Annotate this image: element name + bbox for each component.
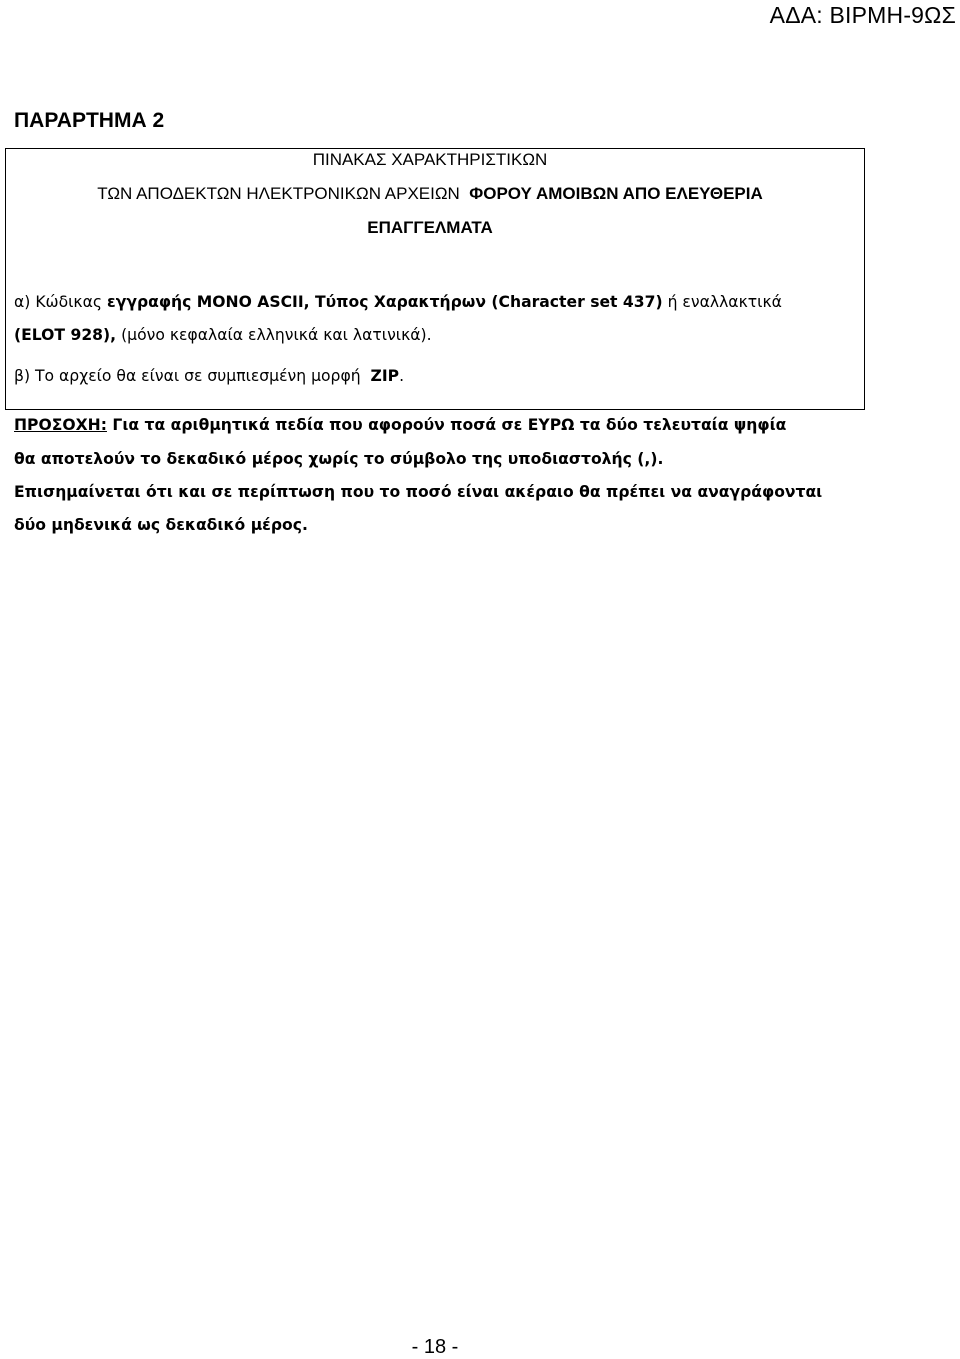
spec-a-suffix: ή εναλλακτικά (667, 293, 782, 311)
warning-label: ΠΡΟΣΟΧΗ: (14, 416, 107, 434)
spec-a-bold: εγγραφής ΜΟΝΟ ASCII, Τύπος Χαρακτήρων (Character set 437) (107, 293, 663, 311)
spec-b-prefix: β) Το αρχείο θα είναι σε συμπιεσμένη μορφή (14, 367, 361, 385)
warning-line-4: δύο μηδενικά ως δεκαδικό μέρος. (14, 516, 308, 534)
spec-b-suffix: . (399, 367, 405, 385)
annex-title: ΠΑΡΑΡΤΗΜΑ 2 (14, 109, 165, 132)
spec-a-line-2 (14, 326, 432, 344)
spec-b-bold: ZIP (370, 367, 400, 385)
table-title-line-2-normal: ΤΩΝ ΑΠΟΔΕΚΤΩΝ ΗΛΕΚΤΡΟΝΙΚΩΝ ΑΡΧΕΙΩΝ (97, 184, 460, 203)
spec-a2-bold: (ELOT 928), (14, 326, 117, 344)
spec-b-line (14, 367, 404, 385)
table-title-line-1: ΠΙΝΑΚΑΣ ΧΑΡΑΚΤΗΡΙΣΤΙΚΩΝ (312, 150, 548, 169)
table-title-line-3: ΕΠΑΓΓΕΛΜΑΤΑ (367, 218, 493, 237)
warning-text-1: Για τα αριθμητικά πεδία που αφορούν ποσά σε ΕΥΡΩ τα δύο τελευταία ψηφία (112, 416, 787, 434)
warning-line-2: θα αποτελούν το δεκαδικό μέρος χωρίς το σύμβολο της υποδιαστολής (,). (14, 450, 664, 468)
page-number: - 18 - (411, 1336, 459, 1358)
warning-line-1 (14, 416, 786, 434)
table-title-line-2 (0, 184, 860, 204)
warning-line-3: Επισημαίνεται ότι και σε περίπτωση που το ποσό είναι ακέραιο θα πρέπει να αναγράφονται (14, 483, 823, 501)
spec-a-prefix: α) Κώδικας (14, 293, 103, 311)
spec-a2-suffix: (μόνο κεφαλαία ελληνικά και λατινικά). (121, 326, 432, 344)
table-title-line-2-bold: ΦΟΡΟΥ ΑΜΟΙΒΩΝ ΑΠΟ ΕΛΕΥΘΕΡΙΑ (469, 184, 763, 203)
spec-a-line-1 (14, 293, 782, 311)
ada-code: ΑΔΑ: ΒΙΡΜΗ-9ΩΣ (769, 2, 956, 28)
